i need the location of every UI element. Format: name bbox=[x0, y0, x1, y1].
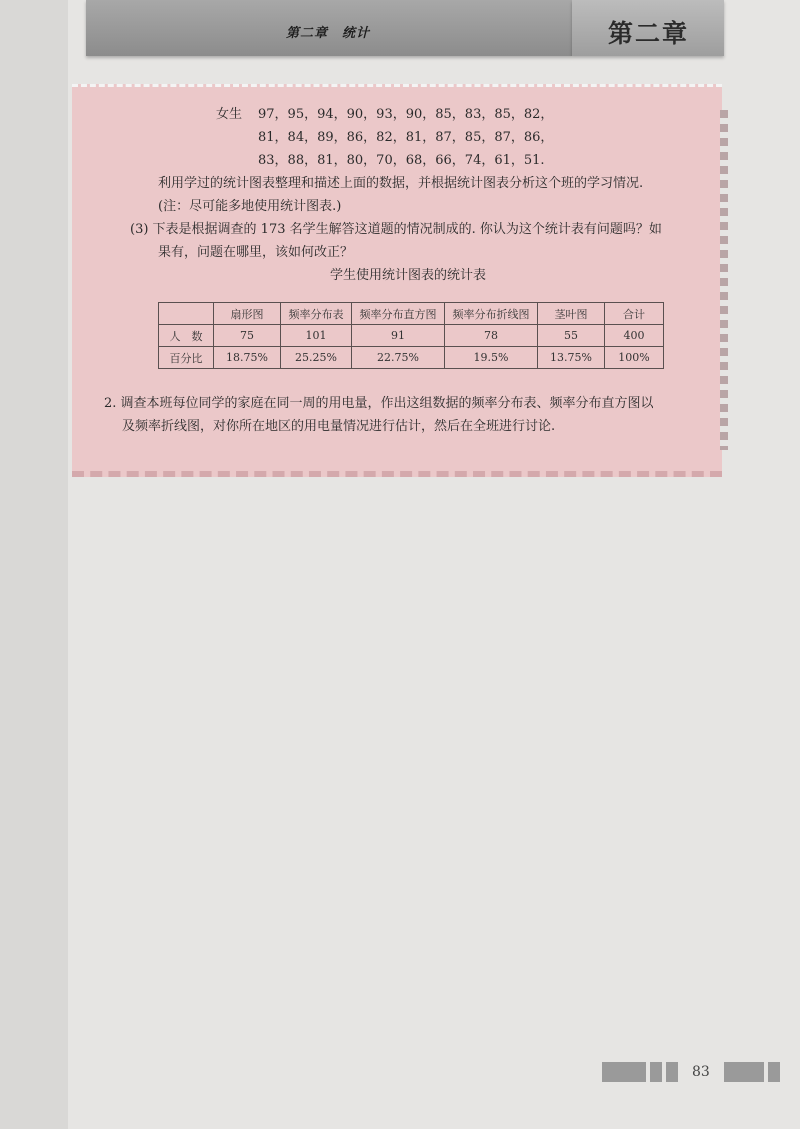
footer-decoration bbox=[666, 1062, 678, 1082]
table-row bbox=[159, 325, 664, 347]
question-3-line-2: 果有，问题在哪里，该如何改正？ bbox=[158, 245, 354, 260]
table-header-cell: 频率分布表 bbox=[281, 303, 352, 325]
table-header-cell: 频率分布折线图 bbox=[445, 303, 538, 325]
statistics-table bbox=[158, 302, 664, 369]
table-cell: 13.75% bbox=[538, 347, 605, 369]
table-cell: 18.75% bbox=[214, 347, 281, 369]
table-cell: 91 bbox=[352, 325, 445, 347]
note-text: (注：尽可能多地使用统计图表.) bbox=[158, 199, 342, 214]
chapter-label: 第二章 bbox=[608, 19, 690, 48]
question-2-line-1: 2. 调查本班每位同学的家庭在同一周的用电量，作出这组数据的频率分布表、频率分布直方图以 bbox=[104, 396, 654, 411]
table-cell: 400 bbox=[605, 325, 664, 347]
table-caption: 学生使用统计图表的统计表 bbox=[330, 268, 487, 283]
footer-decoration bbox=[724, 1062, 764, 1082]
footer-decoration bbox=[768, 1062, 780, 1082]
header-title: 第二章 统计 bbox=[286, 26, 371, 41]
table-row bbox=[159, 347, 664, 369]
table-cell: 78 bbox=[445, 325, 538, 347]
table-header-cell: 频率分布直方图 bbox=[352, 303, 445, 325]
question-2-line-2: 及频率折线图，对你所在地区的用电量情况进行估计，然后在全班进行讨论. bbox=[122, 419, 556, 434]
female-scores-row-3: 83，88，81，80，70，68，66，74，61，51. bbox=[258, 153, 545, 168]
table-cell: 101 bbox=[281, 325, 352, 347]
table-cell: 百分比 bbox=[159, 347, 214, 369]
female-scores-row-1: 97，95，94，90，93，90，85，83，85，82， bbox=[258, 107, 554, 122]
page-gutter bbox=[0, 0, 68, 1129]
table-cell: 100% bbox=[605, 347, 664, 369]
table-header-cell: 合计 bbox=[605, 303, 664, 325]
table-cell: 人 数 bbox=[159, 325, 214, 347]
table-header-cell: 茎叶图 bbox=[538, 303, 605, 325]
table-cell: 25.25% bbox=[281, 347, 352, 369]
table-header-cell bbox=[159, 303, 214, 325]
table-header-row bbox=[159, 303, 664, 325]
question-3-line-1: (3) 下表是根据调查的 173 名学生解答这道题的情况制成的. 你认为这个统计表有问题吗？如 bbox=[130, 222, 662, 237]
instruction-text: 利用学过的统计图表整理和描述上面的数据，并根据统计图表分析这个班的学习情况. bbox=[158, 176, 644, 191]
page-header bbox=[86, 0, 724, 56]
female-scores-row-2: 81，84，89，86，82，81，87，85，87，86， bbox=[258, 130, 554, 145]
header-band bbox=[86, 0, 572, 56]
footer-decoration bbox=[602, 1062, 646, 1082]
table-cell: 75 bbox=[214, 325, 281, 347]
footer-decoration bbox=[650, 1062, 662, 1082]
page-number: 83 bbox=[692, 1064, 710, 1080]
table-cell: 55 bbox=[538, 325, 605, 347]
female-label: 女生 bbox=[216, 107, 243, 122]
table-cell: 19.5% bbox=[445, 347, 538, 369]
table-header-cell: 扇形图 bbox=[214, 303, 281, 325]
exercise-box-edge bbox=[720, 110, 728, 450]
table-cell: 22.75% bbox=[352, 347, 445, 369]
